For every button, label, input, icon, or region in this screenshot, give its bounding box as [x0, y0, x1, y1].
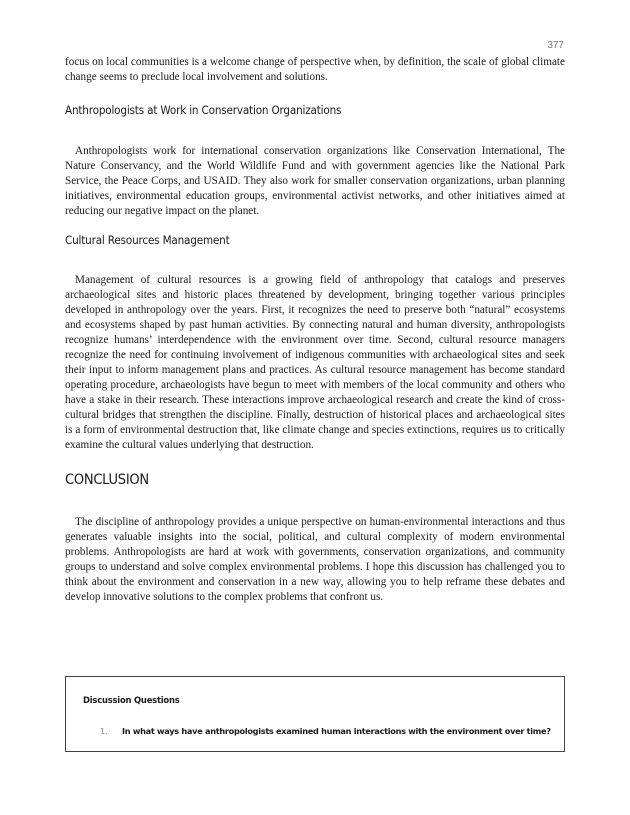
section-heading-conservation-organizations: Anthropologists at Work in Conservation Organizations	[65, 103, 342, 117]
section-paragraph-conservation-organizations: Anthropologists work for international conservation organizations like Conservation International, The Nature Conservancy, and the World Wildlife Fund and with government agencies like the National Park Service, the Peace Corps, and USAID. They also work for smaller conservation organizations, urban planning initiatives, environmental education groups, environmental activist networks, and other initiatives aimed at reducing our negative impact on the planet.	[65, 145, 565, 217]
section-heading-cultural-resources: Cultural Resources Management	[65, 233, 230, 247]
page-number: 377	[547, 40, 564, 51]
page-content	[65, 55, 565, 605]
discussion-questions-title: Discussion Questions	[83, 695, 180, 705]
intro-continuation-paragraph: focus on local communities is a welcome change of perspective when, by definition, the scale of global climate change seems to preclude local involvement and solutions.	[65, 56, 565, 83]
question-text: In what ways have anthropologists examined human interactions with the environment over time?	[122, 726, 551, 736]
section-paragraph-cultural-resources: Management of cultural resources is a growing field of anthropology that catalogs and preserves archaeological sites and historic places threatened by development, bringing together various principles developed in anthropology over the years. First, it recognizes the need to preserve both “natural” ecosystems and ecosystems shaped by past human activities. By connecting natural and human diversity, anthropologists recognize humans’ interdependence with the environment over time. Second, cultural resource managers recognize the need for continuing involvement of indigenous communities with archaeological sites and seek their input to inform management plans and practices. As cultural resource management has become standard operating procedure, archaeologists have begun to meet with members of the local community and others who have a stake in their research. These interactions improve archaeological research and create the kind of cross-cultural bridges that strengthen the discipline. Finally, destruction of historical places and archaeological sites is a form of environmental destruction that, like climate change and species extinctions, requires us to critically examine the cultural values underlying that destruction.	[65, 274, 565, 451]
conclusion-heading: CONCLUSION	[65, 472, 149, 488]
discussion-questions-box	[65, 676, 565, 752]
conclusion-paragraph: The discipline of anthropology provides a unique perspective on human-environmental interactions and thus generates valuable insights into the social, political, and cultural complexity of modern environmental problems. Anthropologists are hard at work with governments, conservation organizations, and community groups to understand and solve complex environmental problems. I hope this discussion has challenged you to think about the environment and conservation in a new way, allowing you to help reframe these debates and develop innovative solutions to the complex problems that confront us.	[65, 516, 565, 603]
question-number: 1.	[100, 726, 108, 736]
discussion-question-item	[100, 726, 551, 736]
